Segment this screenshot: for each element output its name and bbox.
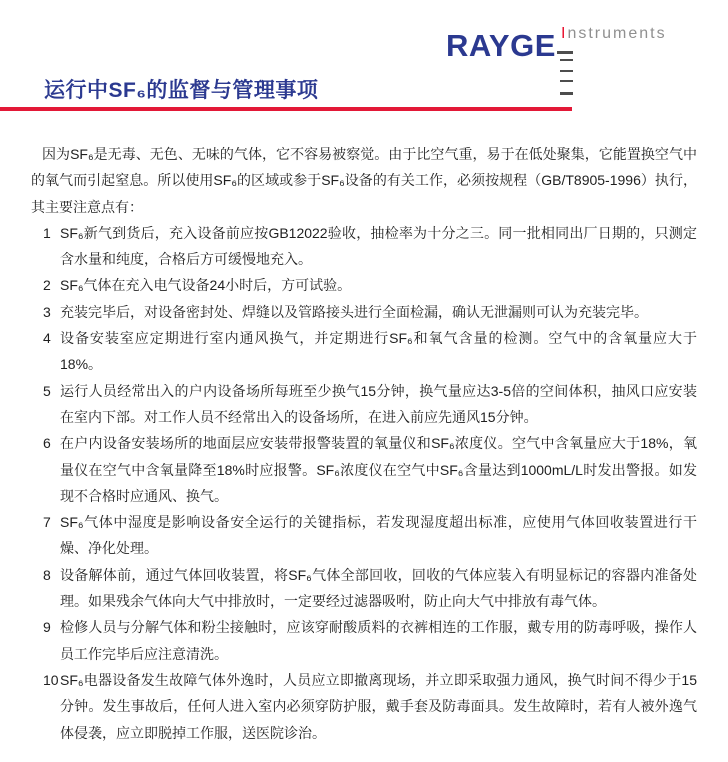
list-item — [31, 378, 697, 431]
item-text: 充装完毕后，对设备密封处、焊缝以及管路接头进行全面检漏，确认无泄漏则可认为充装完毕。 — [60, 303, 648, 320]
item-number: 10 — [43, 671, 59, 688]
logo-dash — [560, 92, 573, 95]
list-item — [31, 220, 697, 273]
item-text: SF₆气体中湿度是影响设备安全运行的关键指标，若发现湿度超出标准，应使用气体回收装置进行干燥、净化处理。 — [60, 514, 697, 557]
logo-dash — [560, 59, 573, 61]
list-item — [31, 325, 697, 378]
item-number: 1 — [43, 224, 51, 241]
list-item — [31, 509, 697, 562]
item-number: 2 — [43, 277, 51, 294]
item-text: 检修人员与分解气体和粉尘接触时，应该穿耐酸质料的衣裤相连的工作服，戴专用的防毒呼吸，操作人员工作完毕后应注意清洗。 — [60, 619, 697, 662]
instruments-rest: nstruments — [567, 25, 667, 42]
instruments-initial: I — [561, 25, 568, 42]
item-number: 5 — [43, 382, 51, 399]
instruments-label — [561, 26, 667, 42]
item-number: 6 — [43, 435, 51, 452]
title-underline — [0, 107, 572, 111]
item-text: 设备解体前，通过气体回收装置，将SF₆气体全部回收，回收的气体应装入有明显标记的容器内准备处理。如果残余气体向大气中排放时，一定要经过滤器吸咐，防止向大气中排放有毒气体。 — [60, 566, 697, 610]
list-item — [31, 272, 697, 298]
item-text: SF₆电器设备发生故障气体外逸时，人员应立即撤离现场，并立即采取强力通风，换气时间不得少于15分钟。发生事故后，任何人进入室内必须穿防护服，戴手套及防毒面具。发生故障时，若有人被外逸气体侵袭，应立即脱掉工作服，送医院诊治。 — [60, 671, 697, 741]
item-number: 7 — [43, 514, 51, 531]
item-number: 9 — [43, 619, 51, 636]
item-text: SF₆新气到货后，充入设备前应按GB12022验收，抽检率为十分之三。同一批相同出厂日期的，只测定含水量和纯度，合格后方可缓慢地充入。 — [60, 224, 697, 268]
numbered-list — [31, 220, 697, 746]
list-item — [31, 430, 697, 509]
brand-wordmark: RAYGE — [446, 28, 556, 63]
intro-paragraph: 因为SF₆是无毒、无色、无味的气体，它不容易被察觉。由于比空气重，易于在低处聚集，它能置换空气中的氧气而引起窒息。所以使用SF₆的区域或参于SF₆设备的有关工作，必须按规程（GB/T8905-1996）执行，其主要注意点有： — [31, 146, 697, 215]
item-number: 3 — [43, 303, 51, 320]
item-text: 设备安装室应定期进行室内通风换气，并定期进行SF₆和氧气含量的检测。空气中的含氧量应大于18%。 — [60, 330, 697, 373]
item-number: 8 — [43, 566, 51, 583]
logo-dash — [557, 51, 573, 54]
list-item — [31, 614, 697, 667]
item-text: SF₆气体在充入电气设备24小时后，方可试验。 — [60, 277, 352, 294]
item-text: 在户内设备安装场所的地面层应安装带报警装置的氧量仪和SF₆浓度仪。空气中含氧量应大于18%，氧量仪在空气中含氧量降至18%时应报警。SF₆浓度仪在空气中SF₆含量达到1000mL/L时发出警报。如发现不合格时应通风、换气。 — [60, 435, 697, 504]
page-title: 运行中SF₆的监督与管理事项 — [44, 79, 319, 102]
logo-dash — [560, 80, 573, 82]
list-item — [31, 562, 697, 615]
document-body — [31, 141, 697, 746]
list-item — [31, 667, 697, 746]
item-text: 运行人员经常出入的户内设备场所每班至少换气15分钟，换气量应达3-5倍的空间体积，抽风口应安装在室内下部。对工作人员不经常出入的设备场所，在进入前应先通风15分钟。 — [60, 382, 697, 425]
logo-dash — [560, 70, 573, 72]
list-item — [31, 299, 697, 325]
item-number: 4 — [43, 330, 51, 347]
